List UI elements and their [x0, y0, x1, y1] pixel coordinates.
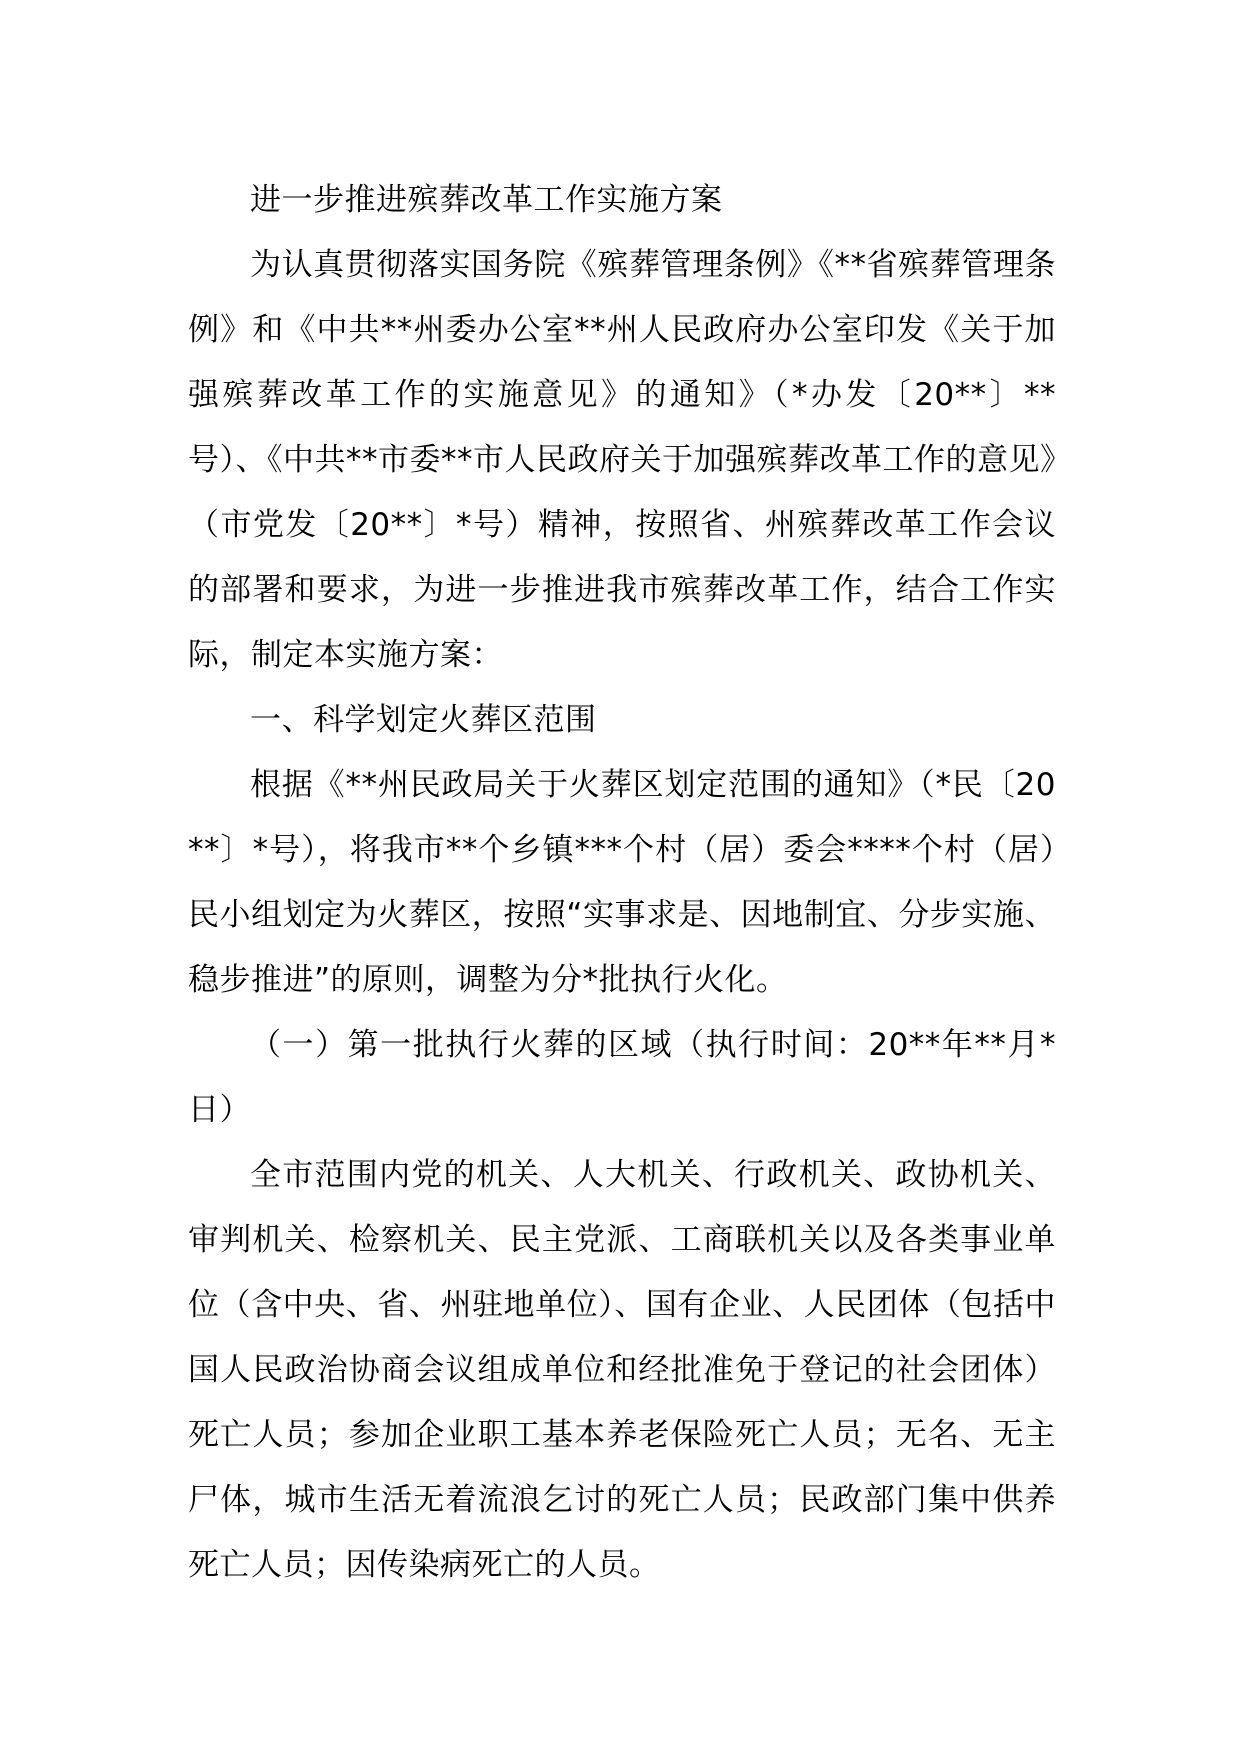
- document-body: [188, 168, 1056, 1598]
- document-title: 进一步推进殡葬改革工作实施方案: [250, 182, 723, 218]
- intro-paragraph: 为认真贯彻落实国务院《殡葬管理条例》《**省殡葬管理条例》和《中共**州委办公室**州人民政府办公室印发《关于加强殡葬改革工作的实施意见》的通知》（*办发〔20**〕**号）、《中共**市委**市人民政府关于加强殡葬改革工作的意见》（市党发〔20**〕*号）精神，按照省、州殡葬改革工作会议的部署和要求，为进一步推进我市殡葬改革工作，结合工作实际，制定本实施方案：: [188, 247, 1056, 673]
- subsection-heading-1: （一）第一批执行火葬的区域（执行时间：20**年**月*日）: [188, 1027, 1056, 1128]
- subsection-1-paragraph: 全市范围内党的机关、人大机关、行政机关、政协机关、审判机关、检察机关、民主党派、工商联机关以及各类事业单位（含中央、省、州驻地单位）、国有企业、人民团体（包括中国人民政治协商会议组成单位和经批准免于登记的社会团体）死亡人员；参加企业职工基本养老保险死亡人员；无名、无主尸体，城市生活无着流浪乞讨的死亡人员；民政部门集中供养死亡人员；因传染病死亡的人员。: [188, 1157, 1056, 1583]
- section-heading-1: 一、科学划定火葬区范围: [250, 702, 597, 738]
- section-1-paragraph: 根据《**州民政局关于火葬区划定范围的通知》（*民〔20**〕*号），将我市**个乡镇***个村（居）委会****个村（居）民小组划定为火葬区，按照“实事求是、因地制宜、分步实施、稳步推进”的原则，调整为分*批执行火化。: [188, 767, 1056, 998]
